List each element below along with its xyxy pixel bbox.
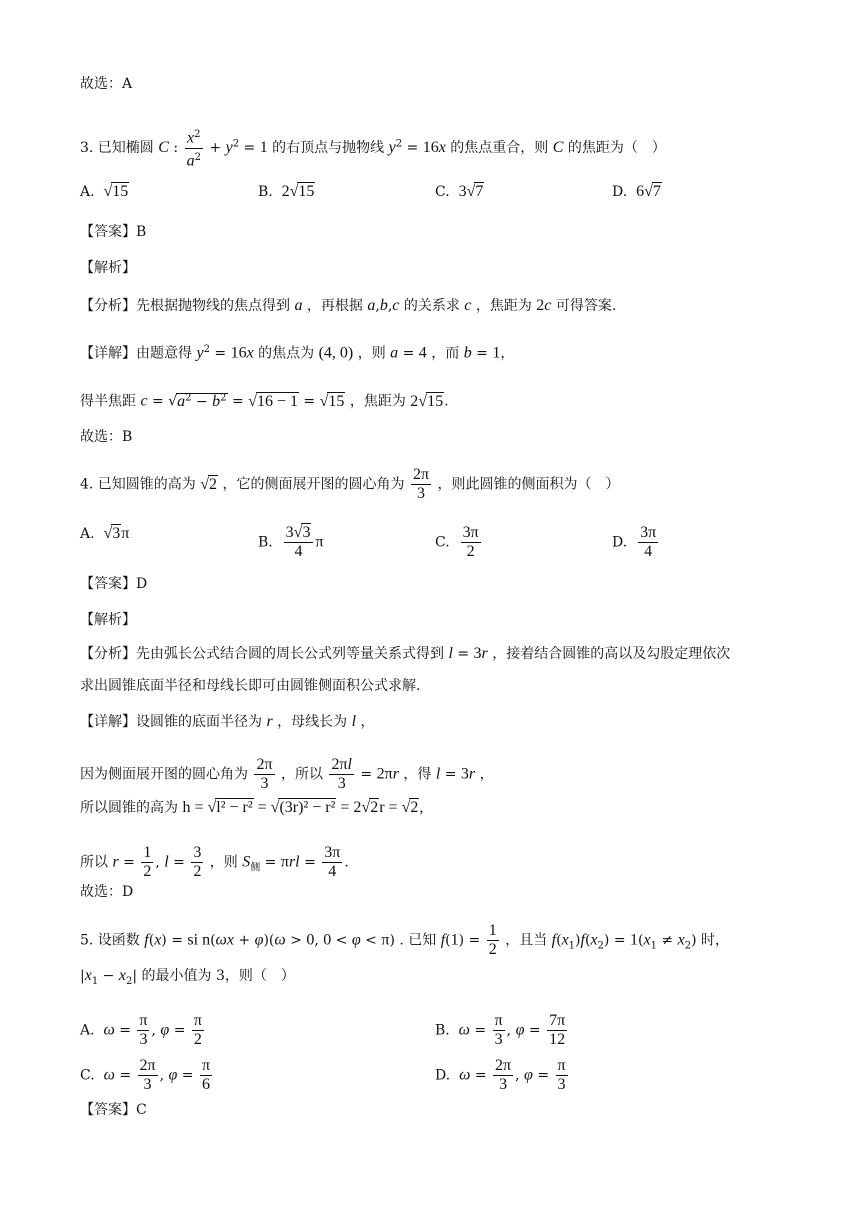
q4-angle-equation: 因为侧面展开图的圆心角为 $\frac{2\pi}{3}$ ，所以 $\frac{2\pi l}{3}$ = 2πr ，得 l = 3r ， (80, 756, 494, 792)
q3-option-d: D. 6√7 (612, 183, 661, 200)
q4-result: 所以 r = $\frac{1}{2}$ , l = $\frac{3}{2}$ ，则 $S_侧 = \pi rl$ = $\frac{3\pi}{4}$ . (80, 844, 349, 880)
q3-choice: 故选：B (80, 429, 133, 445)
q5-option-c: C. ω = $\frac{2\pi}{3}$ , φ = $\frac{\pi}{6}$ (80, 1057, 211, 1093)
q3-analysis-heading: 【解析】 (80, 260, 136, 276)
q3-detail: 【详解】由题意得 $y^2 = 16x$ 的焦点为 (4, 0) ，则 a = 4 ，而 b = 1， (80, 344, 515, 362)
q4-stem: 4. 已知圆锥的高为 √2 ，它的侧面展开图的圆心角为 $\frac{2\pi}{3}$ ，则此圆锥的侧面积为（ ） (80, 466, 620, 502)
q4-height: 所以圆锥的高为 h = √l² − r² = √(3r)² − r² = 2√2r = √2, (80, 799, 424, 816)
q3-fenxi: 【分析】先根据抛物线的焦点得到 a ，再根据 a,b,c 的关系求 c ，焦距为 2c 可得答案. (80, 297, 617, 314)
q4-analysis-heading: 【解析】 (80, 612, 136, 628)
q4-fenxi: 【分析】先由弧长公式结合圆的周长公式列等量关系式得到 l = 3r ，接着结合圆锥的高以及勾股定理依次 (80, 645, 731, 662)
q4-detail: 【详解】设圆锥的底面半径为 r ，母线长为 l ， (80, 713, 375, 730)
q3-option-a: A. √15 (80, 183, 129, 200)
q5-stem-line2: $|x_1 - x_2|$ 的最小值为 3，则（ ） (80, 967, 295, 987)
q3-focal-distance: 得半焦距 $c = √a^2 - b^2 = √16 - 1 = √15$ ，焦距为 2√15. (80, 392, 449, 410)
q4-option-b: B. $\frac{3√3}{4}$ π (258, 524, 324, 560)
q4-answer: 【答案】D (80, 576, 148, 592)
q5-answer: 【答案】C (80, 1102, 147, 1118)
q5-option-d: D. ω = $\frac{2\pi}{3}$ , φ = $\frac{\pi}{3}$ (435, 1057, 566, 1093)
previous-choice: 故选：A (80, 76, 133, 92)
q3-answer: 【答案】B (80, 224, 147, 240)
q4-choice: 故选：D (80, 884, 134, 900)
q3-option-c: C. 3√7 (435, 183, 484, 200)
q5-stem: 5. 设函数 f(x) = si n(ωx + φ)(ω > 0, 0 < φ < π) . 已知 f(1) = $\frac{1}{2}$ ，且当 $f(x_1)f(x_2) = 1(x_1 \ne x_2)$ 时， (80, 922, 730, 958)
q3-stem: 3. 已知椭圆 C : $\frac{x^2}{a^2}$ + $y^2 = 1$ 的右顶点与抛物线 $y^2 = 16x$ 的焦点重合，则 C 的焦距为（ ） (80, 126, 666, 170)
q4-fenxi-line2: 求出圆锥底面半径和母线长即可由圆锥侧面积公式求解. (80, 678, 421, 694)
q5-option-a: A. ω = $\frac{\pi}{3}$ , φ = $\frac{\pi}{2}$ (80, 1012, 202, 1048)
q4-option-d: D. $\frac{3\pi}{4}$ (612, 524, 657, 560)
q4-option-c: C. $\frac{3\pi}{2}$ (435, 524, 479, 560)
q3-option-b: B. 2√15 (258, 183, 315, 200)
q4-option-a: A. √3π (80, 525, 130, 542)
q5-option-b: B. ω = $\frac{\pi}{3}$ , φ = $\frac{7\pi}{12}$ (435, 1012, 566, 1048)
